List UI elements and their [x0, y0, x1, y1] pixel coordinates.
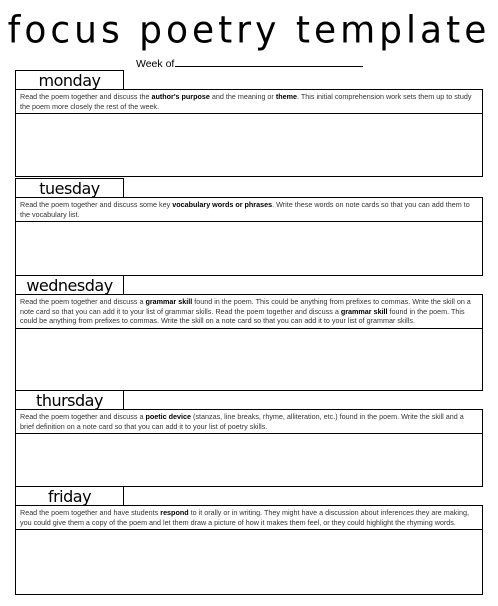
week-of-field[interactable]	[136, 57, 363, 71]
day-box-friday	[15, 505, 483, 595]
day-instruction-thursday: Read the poem together and discuss a poetic device (stanzas, line breaks, rhyme, alliteration, etc.) found in the poem. Write the skill and a brief definition on a note card so that you can add it to your list of poetry skills.	[16, 410, 482, 434]
day-box-thursday	[15, 409, 483, 487]
day-label-friday: friday	[15, 486, 124, 505]
day-label-wednesday: wednesday	[15, 275, 124, 294]
day-instruction-monday: Read the poem together and discuss the author's purpose and the meaning or theme. This initial comprehension work sets them up to study the poem more closely the rest of the week.	[16, 90, 482, 114]
emphasis-text: grammar skill	[145, 297, 193, 306]
emphasis-text: theme	[275, 92, 297, 101]
day-instruction-tuesday: Read the poem together and discuss some key vocabulary words or phrases. Write these words on note cards so that you can add them to the vocabulary list.	[16, 198, 482, 222]
emphasis-text: vocabulary words or phrases	[172, 200, 273, 209]
day-label-tuesday: tuesday	[15, 178, 124, 197]
week-of-line	[175, 57, 363, 67]
day-label-monday: monday	[15, 70, 124, 89]
day-label-thursday: thursday	[15, 390, 124, 409]
day-box-tuesday	[15, 197, 483, 276]
day-instruction-friday: Read the poem together and have students respond to it orally or in writing. They might have a discussion about inferences they are making, you could give them a copy of the poem and let them draw a picture of how it makes them feel, or they could highlight the rhyming words.	[16, 506, 482, 530]
day-box-monday	[15, 89, 483, 177]
page-title: focus poetry template	[7, 8, 491, 53]
emphasis-text: author's purpose	[151, 92, 210, 101]
week-of-label: Week of	[136, 58, 175, 70]
day-instruction-wednesday: Read the poem together and discuss a grammar skill found in the poem. This could be anything from prefixes to commas. Write the skill on a note card so that you can add it to your list of grammar skills. Read the poem together and discuss a grammar skill found in the poem. This could be anything from prefixes to commas. Write the skill on a note card so that you can add it to your list of grammar skills.	[16, 295, 482, 329]
emphasis-text: poetic device	[145, 412, 192, 421]
emphasis-text: grammar skill	[340, 306, 388, 316]
day-box-wednesday	[15, 294, 483, 391]
emphasis-text: respond	[160, 508, 189, 517]
